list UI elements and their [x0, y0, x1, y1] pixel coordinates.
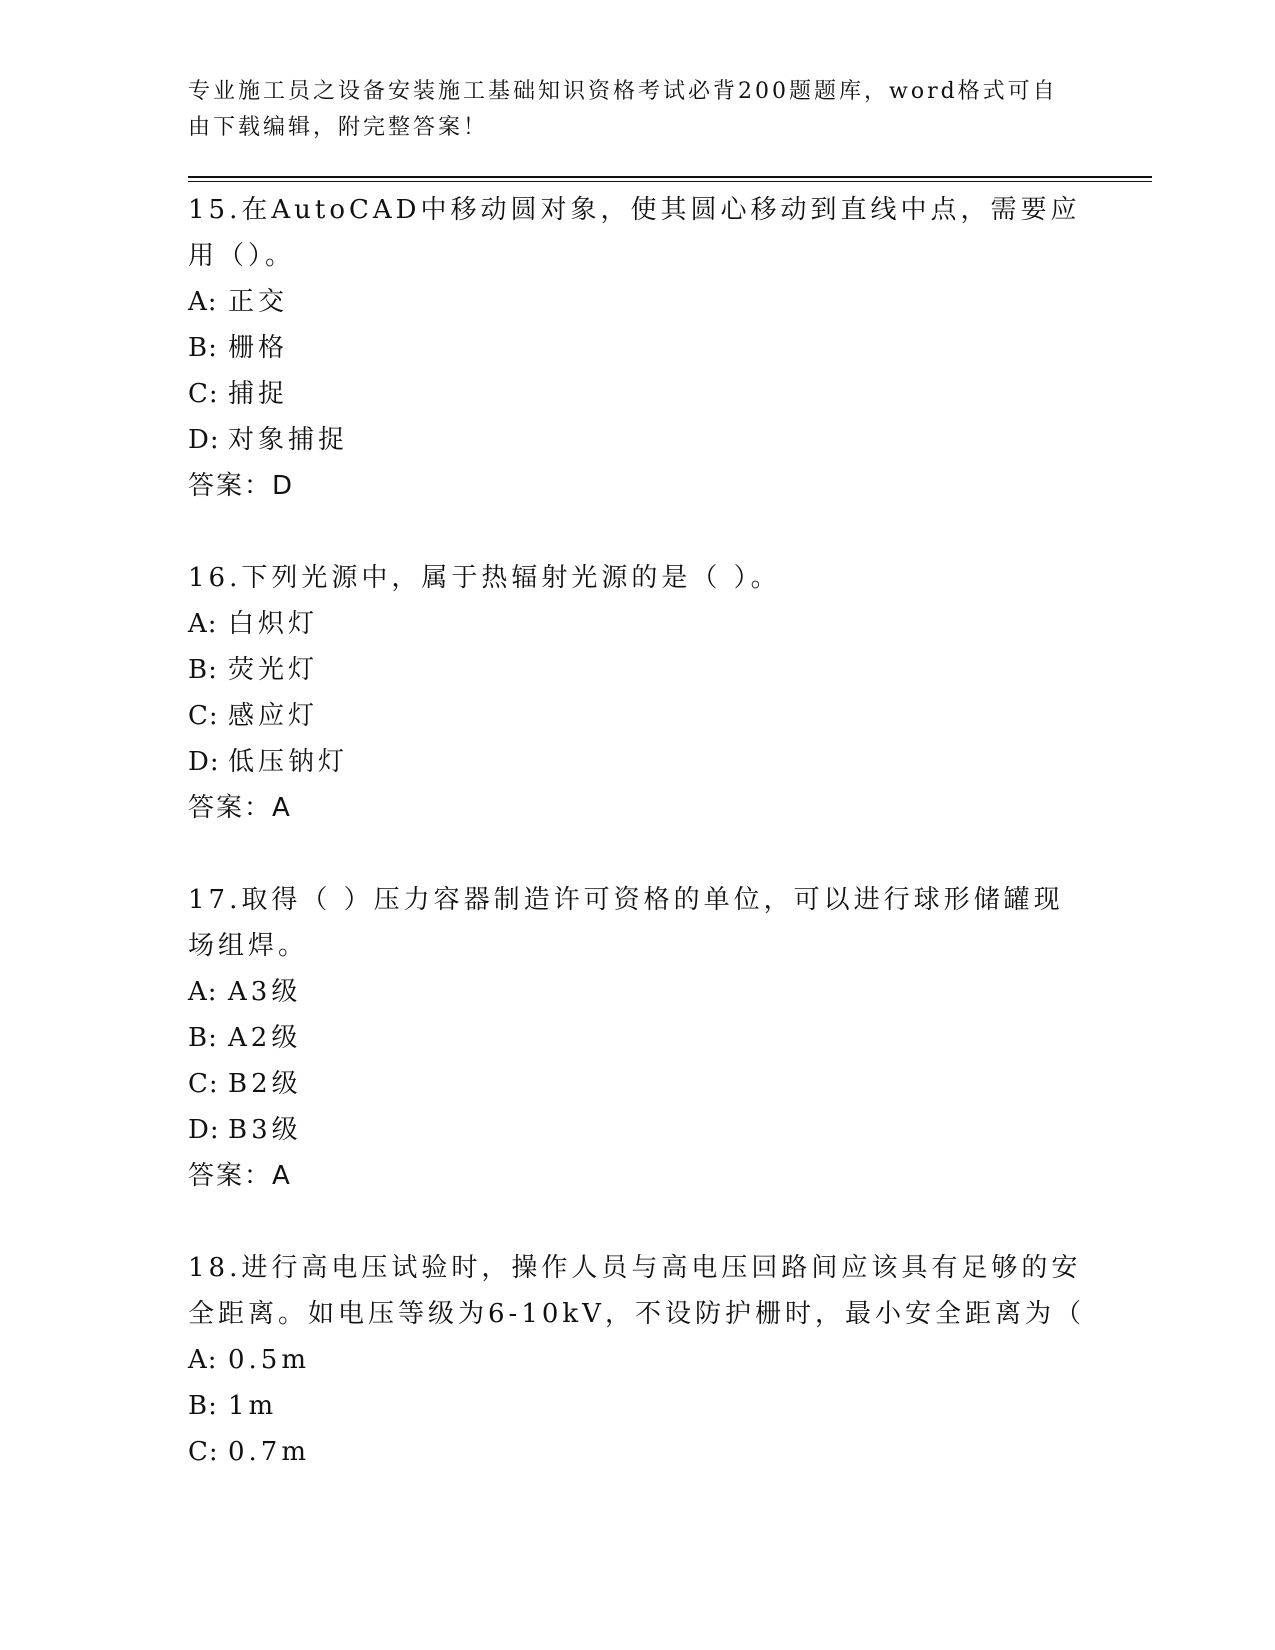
- option-d: [188, 739, 1088, 785]
- option-c: [188, 693, 1088, 739]
- option-b: [188, 647, 1088, 693]
- option-text: A3级: [228, 977, 302, 1007]
- option-a: [188, 601, 1088, 647]
- option-a: [188, 1337, 1088, 1383]
- option-a: [188, 969, 1088, 1015]
- header-divider: [188, 176, 1152, 178]
- option-b: [188, 325, 1088, 371]
- option-letter: C:: [188, 1069, 219, 1099]
- option-letter: D:: [188, 425, 220, 455]
- question-stem: 16.下列光源中，属于热辐射光源的是（ ）。: [188, 563, 781, 593]
- option-letter: A:: [188, 1345, 218, 1375]
- question-16: [188, 555, 1088, 831]
- option-text: 栅格: [228, 333, 289, 363]
- option-letter: C:: [188, 1437, 219, 1467]
- option-text: 荧光灯: [228, 655, 319, 685]
- option-letter: C:: [188, 701, 219, 731]
- question-15: [188, 187, 1088, 509]
- option-d: [188, 1107, 1088, 1153]
- option-c: [188, 371, 1088, 417]
- option-letter: B:: [188, 1391, 218, 1421]
- question-18: [188, 1245, 1088, 1475]
- option-text: A2级: [228, 1023, 302, 1053]
- option-text: 正交: [228, 287, 289, 317]
- option-d: [188, 417, 1088, 463]
- option-letter: D:: [188, 747, 220, 777]
- option-letter: B:: [188, 333, 218, 363]
- question-stem: 17.取得（ ）压力容器制造许可资格的单位，可以进行球形储罐现场组焊。: [188, 885, 1064, 961]
- option-text: 白炽灯: [228, 609, 319, 639]
- option-letter: B:: [188, 655, 218, 685]
- option-b: [188, 1383, 1088, 1429]
- option-text: 对象捕捉: [228, 425, 349, 455]
- question-list: [188, 187, 1088, 1521]
- option-b: [188, 1015, 1088, 1061]
- option-text: B3级: [228, 1115, 302, 1145]
- answer-line: 答案：A: [188, 793, 292, 823]
- option-letter: B:: [188, 1023, 218, 1053]
- question-stem: 15.在AutoCAD中移动圆对象，使其圆心移动到直线中点，需要应用（）。: [188, 195, 1081, 271]
- question-17: [188, 877, 1088, 1199]
- option-letter: A:: [188, 287, 218, 317]
- option-text: 感应灯: [228, 701, 319, 731]
- option-text: 低压钠灯: [228, 747, 349, 777]
- option-text: 0.7m: [228, 1437, 311, 1467]
- option-letter: C:: [188, 379, 219, 409]
- option-c: [188, 1061, 1088, 1107]
- header-divider-thin: [188, 181, 1152, 182]
- option-text: B2级: [228, 1069, 302, 1099]
- question-stem: 18.进行高电压试验时，操作人员与高电压回路间应该具有足够的安全距离。如电压等级为6-10kV，不设防护栅时，最小安全距离为（: [188, 1253, 1085, 1329]
- option-text: 1m: [228, 1391, 278, 1421]
- option-text: 捕捉: [228, 379, 289, 409]
- option-text: 0.5m: [228, 1345, 311, 1375]
- option-letter: A:: [188, 977, 218, 1007]
- option-letter: A:: [188, 609, 218, 639]
- option-c: [188, 1429, 1088, 1475]
- option-a: [188, 279, 1088, 325]
- answer-line: 答案：A: [188, 1161, 292, 1191]
- option-letter: D:: [188, 1115, 220, 1145]
- answer-line: 答案：D: [188, 471, 295, 501]
- document-header: 专业施工员之设备安装施工基础知识资格考试必背200题题库，word格式可自由下载编辑，附完整答案！: [188, 79, 1058, 140]
